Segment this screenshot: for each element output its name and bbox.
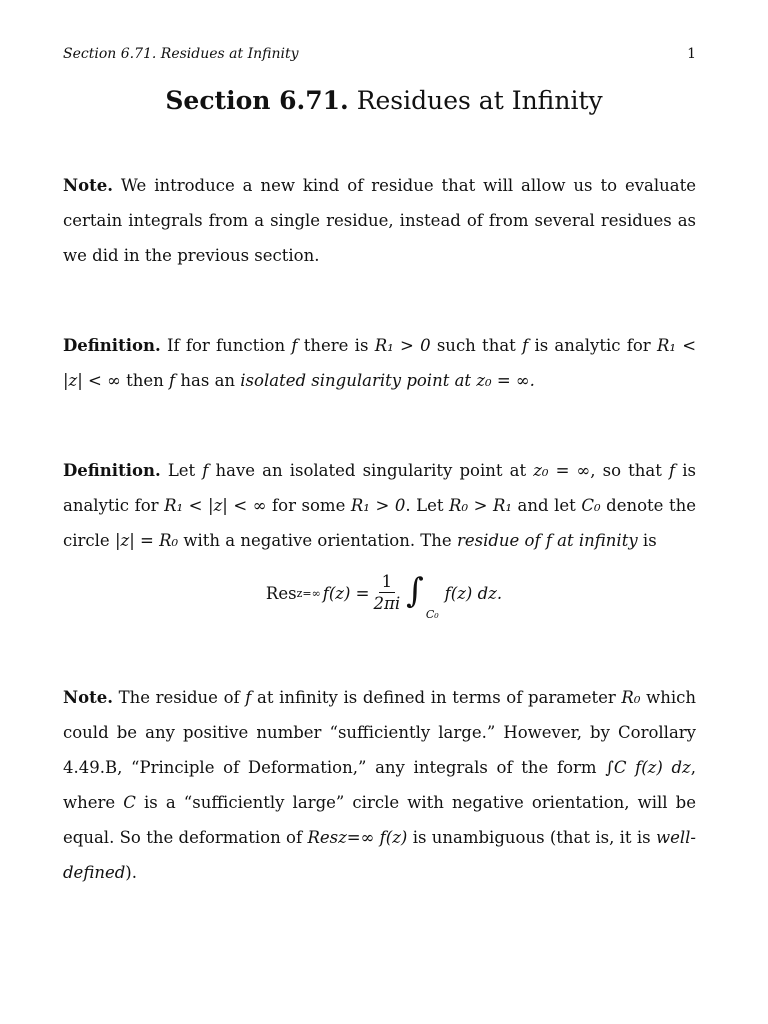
page-number: 1 xyxy=(687,46,696,62)
math-f: f xyxy=(522,336,529,355)
math-range: R₁ < |z| < ∞ xyxy=(63,336,697,390)
display-formula xyxy=(0,563,768,623)
note-text: ). xyxy=(125,863,137,882)
defined-term: residue of f at infinity xyxy=(456,531,638,550)
note-text: is unambiguous (that is, it is xyxy=(412,828,651,847)
formula-res: Res xyxy=(265,583,297,603)
formula-fraction xyxy=(374,572,401,615)
math-range: R₁ < |z| < ∞ xyxy=(164,496,267,515)
math-f: f xyxy=(291,336,298,355)
definition-paragraph-2 xyxy=(63,453,696,558)
running-head xyxy=(63,46,696,62)
definition-text: has an xyxy=(180,371,236,390)
definition-text: . Let xyxy=(405,496,444,515)
definition-text: for some xyxy=(272,496,346,515)
defined-term: well-defined xyxy=(63,828,696,882)
fraction-denominator: 2πi xyxy=(373,593,401,613)
note-text: The residue of xyxy=(118,688,240,707)
integral-subscript: C₀ xyxy=(425,608,439,621)
note-paragraph-1 xyxy=(63,168,696,273)
definition-label: Definition. xyxy=(63,461,161,480)
definition-paragraph-1 xyxy=(63,328,696,398)
formula-lhs-function: f(z) = xyxy=(322,583,370,603)
definition-text: and let xyxy=(517,496,576,515)
definition-label: Definition. xyxy=(63,336,161,355)
section-name: Residues at Infinity xyxy=(356,86,603,115)
math-f: f xyxy=(669,461,676,480)
math-r0: R₀ xyxy=(621,688,641,707)
definition-text: is analytic for xyxy=(534,336,651,355)
math-r0: R₀ > R₁ xyxy=(449,496,512,515)
definition-text: is xyxy=(642,531,657,550)
definition-text: denote the circle xyxy=(63,496,696,550)
note-text: , where xyxy=(63,758,696,812)
definition-text: If for function xyxy=(166,336,286,355)
note-text: We introduce a new kind of residue that will allow us to evaluate certain integrals from a single residue, instead of from several residues as we did in the previous section. xyxy=(63,176,697,265)
definition-text: then xyxy=(126,371,164,390)
math-integral: ∫C f(z) dz xyxy=(605,758,691,777)
note-text: is a “sufficiently large” circle with negative orientation, will be equal. So the deformation of xyxy=(63,793,696,847)
definition-text: is analytic for xyxy=(63,461,696,515)
math-r1: R₁ > 0 xyxy=(350,496,406,515)
math-r1: R₁ > 0 xyxy=(374,336,431,355)
note-text: which could be any positive number “sufficiently large.” However, by Corollary 4.49.B, “Principle of Deformation,” any integrals of the form xyxy=(63,688,696,777)
definition-text: with a negative orientation. The xyxy=(183,531,452,550)
note-label: Note. xyxy=(63,688,113,707)
page-title xyxy=(0,86,768,115)
math-c: C xyxy=(123,793,136,812)
definition-text: such that xyxy=(436,336,516,355)
math-f: f xyxy=(169,371,176,390)
note-label: Note. xyxy=(63,176,113,195)
formula-res-sub: z=∞ xyxy=(296,586,321,600)
formula-integrand: f(z) dz. xyxy=(444,583,503,603)
math-z0: z₀ = ∞. xyxy=(476,371,535,390)
math-residue: Resz=∞ f(z) xyxy=(307,828,408,847)
note-text: at infinity is defined in terms of parameter xyxy=(256,688,616,707)
math-circle: |z| = R₀ xyxy=(114,531,179,550)
integral-sign: ∫ xyxy=(406,571,424,611)
math-f: f xyxy=(202,461,209,480)
definition-text: , so that xyxy=(590,461,662,480)
math-z0: z₀ = ∞ xyxy=(533,461,591,480)
definition-text: have an isolated singularity point at xyxy=(215,461,527,480)
fraction-numerator: 1 xyxy=(379,572,396,593)
defined-term: isolated singularity point at xyxy=(240,371,472,390)
running-head-title: Section 6.71. Residues at Infinity xyxy=(63,46,299,62)
note-paragraph-2 xyxy=(63,680,696,890)
math-f: f xyxy=(245,688,252,707)
definition-text: there is xyxy=(303,336,369,355)
math-c0: C₀ xyxy=(581,496,601,515)
section-label: Section 6.71. xyxy=(165,86,349,115)
definition-text: Let xyxy=(167,461,196,480)
